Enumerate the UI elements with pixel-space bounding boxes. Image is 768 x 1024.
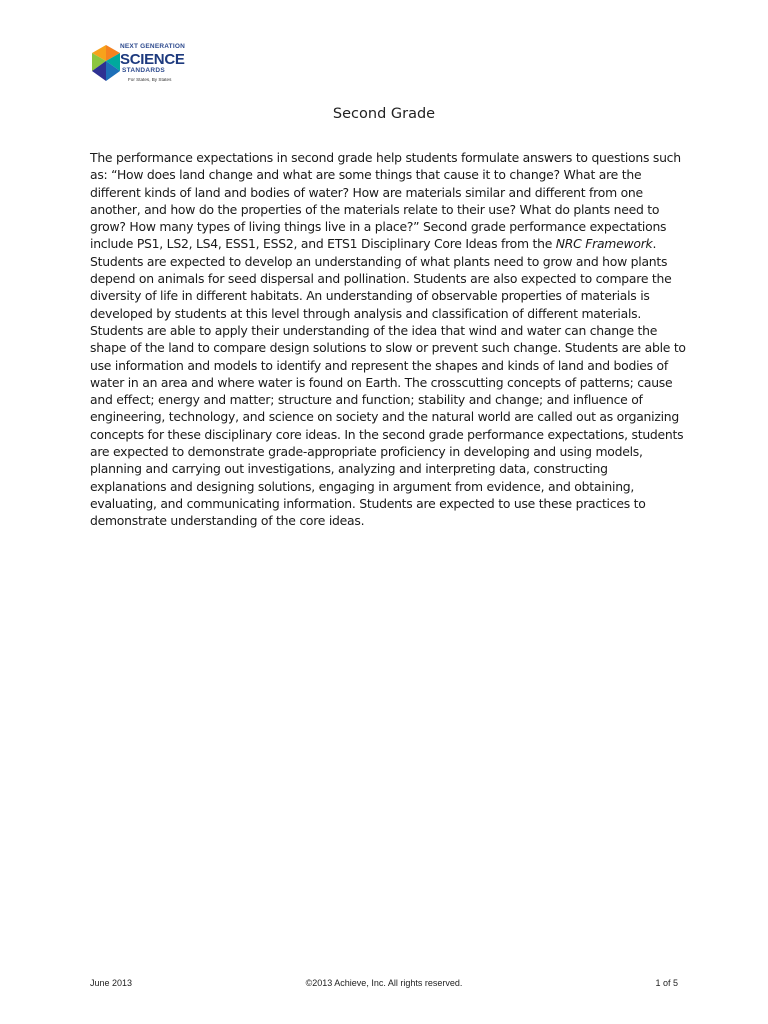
paragraph-text-start: The performance expectations in second grade help students formulate answers to questions such as: “How does land change and what are some things that cause it to change? What are the different kinds of land and bodies of water? How are materials similar and different from one another, and how do the properties of the materials relate to their use? What do plants need to grow? How many types of living things live in a place?” Second grade performance expectations include PS1, LS2, LS4, ESS1, ESS2, and ETS1 Disciplinary Core Ideas from the xyxy=(90,150,681,252)
body-paragraph xyxy=(90,149,686,530)
paragraph-text-end: . Students are expected to develop an understanding of what plants need to grow and how plants depend on animals for seed dispersal and pollination. Students are also expected to compare the diversity of life in different habitats. An understanding of observable properties of materials is developed by students at this level through analysis and classification of different materials. Students are able to apply their understanding of the idea that wind and water can change the shape of the land to compare design solutions to slow or prevent such change. Students are able to use information and models to identify and represent the shapes and kinds of land and bodies of water in an area and where water is found on Earth. The crosscutting concepts of patterns; cause and effect; energy and matter; structure and function; stability and change; and influence of engineering, technology, and science on society and the natural world are called out as organizing concepts for these disciplinary core ideas. In the second grade performance expectations, students are expected to demonstrate grade-appropriate proficiency in developing and using models, planning and carrying out investigations, analyzing and interpreting data, constructing explanations and designing solutions, engaging in argument from evidence, and obtaining, evaluating, and communicating information. Students are expected to use these practices to demonstrate understanding of the core ideas. xyxy=(90,236,686,529)
ngss-logo-icon xyxy=(90,44,122,86)
logo-line2: SCIENCE xyxy=(120,50,185,68)
logo-tagline: For States, By States xyxy=(128,77,172,82)
footer-copyright: ©2013 Achieve, Inc. All rights reserved. xyxy=(305,978,463,988)
nrc-framework-reference: NRC Framework xyxy=(555,236,653,252)
ngss-logo xyxy=(90,42,190,94)
logo-line3: STANDARDS xyxy=(122,66,166,74)
page-title: Second Grade xyxy=(332,106,436,122)
footer-date: June 2013 xyxy=(90,978,133,988)
logo-line1: NEXT GENERATION xyxy=(120,43,185,50)
footer-page-number: 1 of 5 xyxy=(655,978,678,988)
logo-wordmark xyxy=(120,42,194,83)
